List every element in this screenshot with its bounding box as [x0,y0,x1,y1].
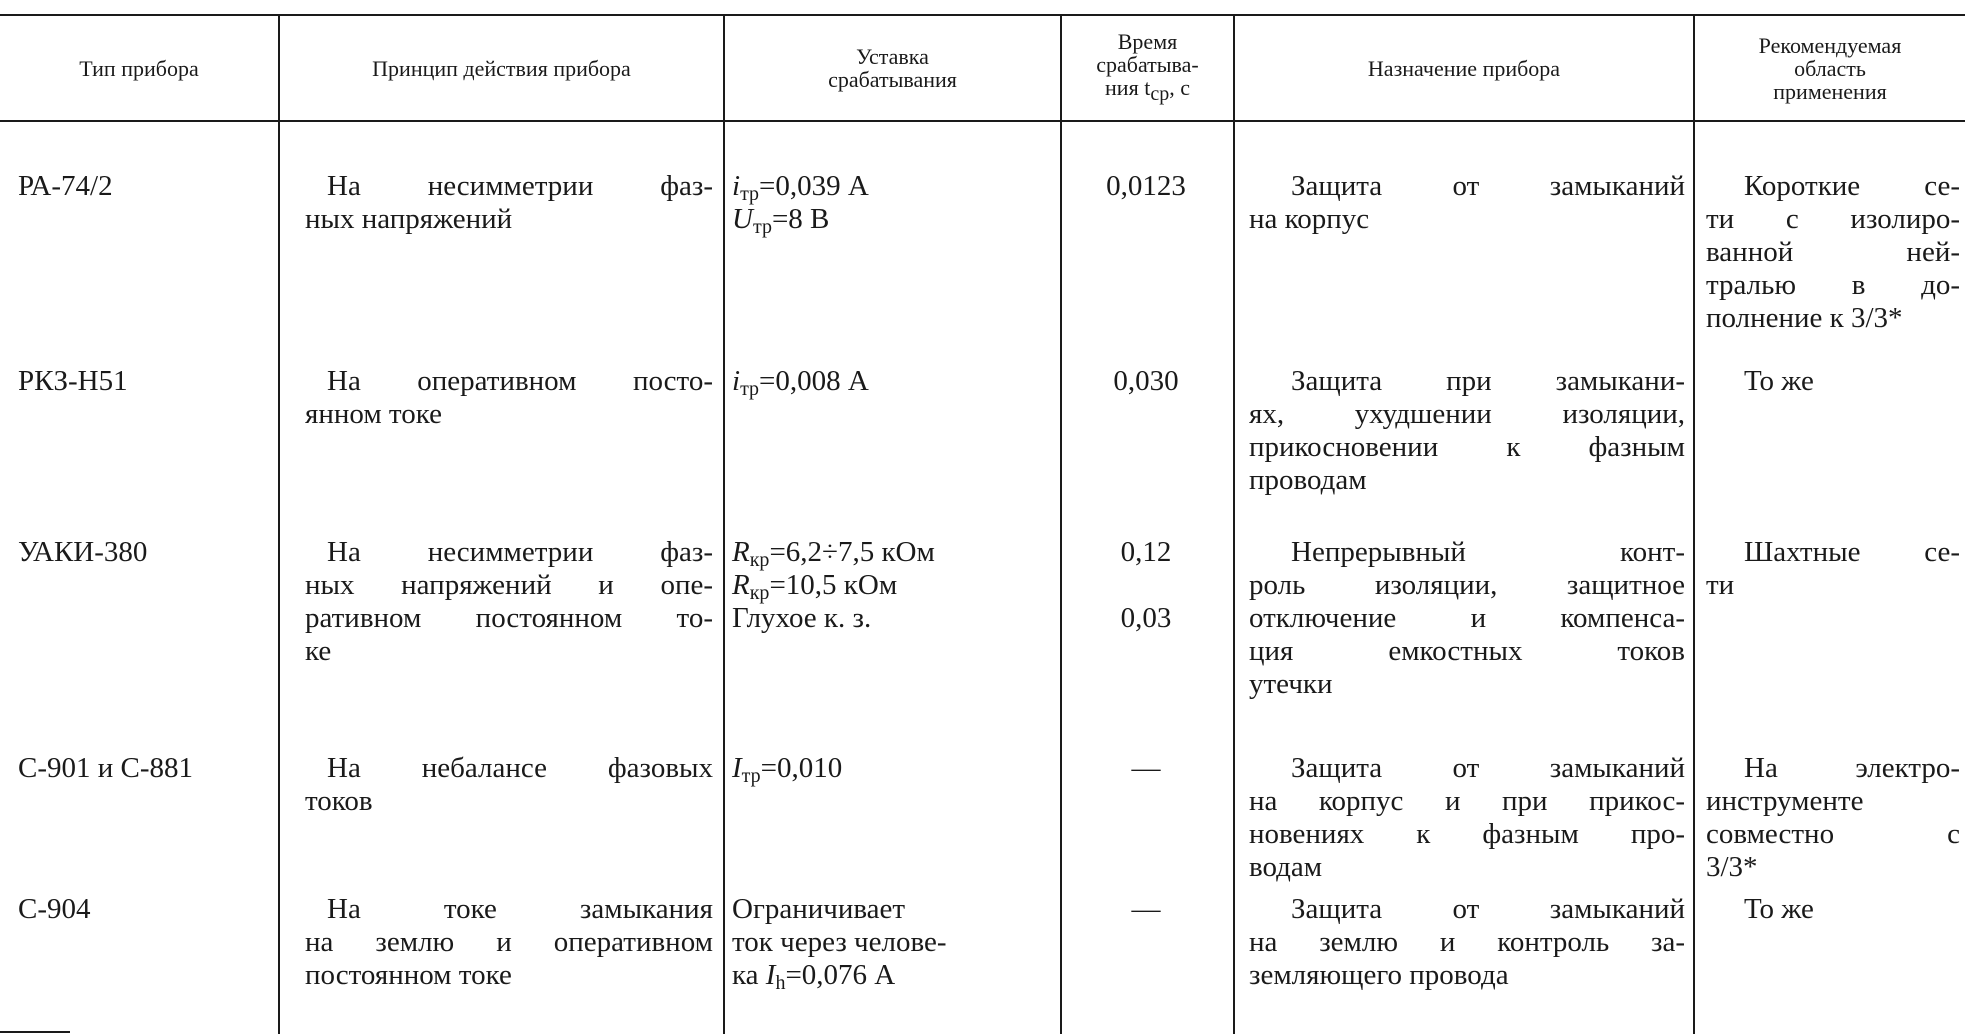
cell-principle-line: ке [305,635,332,667]
setting-subscript: тр [740,183,760,205]
cell-area-line: ти [1706,569,1735,601]
cell-area-line: Шахтные се- [1744,536,1960,568]
setting-symbol: R [732,569,750,601]
setting-value: =8 В [771,203,830,235]
cell-principle-line: постоянном токе [305,959,512,991]
header-principle [280,16,723,120]
cell-principle-line: На небалансе фазовых [327,752,713,784]
setting-symbol: I [732,752,742,784]
setting-value: Глухое к. з. [732,602,872,634]
header-time-line-1: Время [1117,29,1178,54]
cell-setting-line [732,893,905,926]
cell-principle-line: ных напряжений и опе- [305,569,713,601]
cell-area-line: Короткие се- [1744,170,1960,202]
header-purpose-label: Назначение прибора [1367,55,1561,81]
setting-symbol: R [732,536,750,568]
cell-setting-line [732,602,871,635]
cell-purpose-line: Защита от замыканий [1291,170,1685,202]
cell-purpose-line: новениях к фазным про- [1249,818,1685,850]
header-area-line-1: Рекомендуемая [1758,32,1902,58]
cell-area-line: тралью в до- [1706,269,1960,301]
header-rule [0,120,1965,122]
cell-time: 0,03 [1120,602,1172,634]
cell-principle-line: На токе замыкания [327,893,713,925]
setting-symbol: i [732,170,741,202]
header-setting-line-2: срабатывания [828,67,957,92]
cell-type: РА-74/2 [18,170,113,202]
setting-subscript: кр [749,582,770,604]
cell-purpose-line: на корпус [1249,203,1370,235]
cell-purpose-line: роль изоляции, защитное [1249,569,1685,601]
cell-purpose-line: утечки [1249,668,1333,700]
column-divider-4 [1233,14,1235,1034]
cell-principle-line: На несимметрии фаз- [327,170,713,202]
cell-purpose-line: прикосновении к фазным [1249,431,1685,463]
header-principle-label: Принцип действия прибора [372,55,631,81]
setting-subscript: тр [740,378,760,400]
cell-purpose-line: ях, ухудшении изоляции, [1249,398,1685,430]
column-divider-3 [1060,14,1062,1034]
setting-value: =10,5 кОм [769,569,898,601]
cell-type: РКЗ-Н51 [18,365,128,397]
header-area [1695,16,1965,120]
setting-value: =6,2÷7,5 кОм [769,536,935,568]
header-type [0,16,278,120]
cell-purpose-line: Защита от замыканий [1291,893,1685,925]
cell-purpose-line: ция емкостных токов [1249,635,1685,667]
setting-subscript: h [775,972,786,994]
cell-setting-line [732,752,842,793]
bottom-short-rule [0,1031,70,1033]
header-purpose [1235,16,1693,120]
cell-area-line: То же [1744,893,1814,925]
cell-time: 0,12 [1120,536,1172,568]
cell-principle-line: На оперативном посто- [327,365,713,397]
cell-area-line: совместно с [1706,818,1960,850]
cell-setting-line [732,365,869,406]
setting-subscript: тр [741,765,761,787]
setting-symbol: I [765,959,776,991]
cell-purpose-line: земляющего провода [1249,959,1509,991]
cell-principle-line: янном токе [305,398,442,430]
column-divider-1b [278,134,280,1034]
header-time-line-3: ния tср, с [1105,75,1190,105]
cell-area-line: На электро- [1744,752,1960,784]
header-area-line-2: область [1794,55,1866,81]
cell-type: С-904 [18,893,91,925]
cell-time: — [1131,893,1161,925]
cell-time: 0,030 [1113,365,1179,397]
cell-setting-line [732,203,829,244]
cell-purpose-line: на землю и контроль за- [1249,926,1685,958]
cell-area-line: полнение к 3/3* [1706,302,1903,334]
cell-principle-line: ративном постоянном то- [305,602,713,634]
setting-subscript: тр [752,216,772,238]
header-type-label: Тип прибора [79,55,199,81]
cell-setting-line [732,926,947,959]
cell-purpose-line: Защита при замыкани- [1291,365,1685,397]
setting-value: =0,039 А [759,170,869,202]
cell-time: 0,0123 [1106,170,1186,202]
setting-value: =0,010 [760,752,843,784]
cell-setting-line [732,959,895,1000]
cell-purpose-line: Защита от замыканий [1291,752,1685,784]
setting-value: ка [732,959,766,991]
setting-symbol: i [732,365,741,397]
header-area-line-3: применения [1773,78,1887,104]
cell-principle-line: токов [305,785,373,817]
cell-type: УАКИ-380 [18,536,148,568]
cell-purpose-line: Непрерывный конт- [1291,536,1685,568]
header-setting-line-1: Уставка [856,44,929,69]
cell-time: — [1131,752,1161,784]
setting-subscript: кр [749,549,770,571]
header-time-line-2: срабатыва- [1096,52,1199,77]
setting-value: ток через челове- [732,926,947,958]
cell-principle-line: на землю и оперативном [305,926,713,958]
setting-value: =0,008 А [759,365,869,397]
column-divider-2 [723,14,725,1034]
setting-symbol: U [732,203,753,235]
cell-principle-line: ных напряжений [305,203,513,235]
setting-value: =0,076 А [785,959,896,991]
cell-area-line: ванной ней- [1706,236,1960,268]
cell-purpose-line: отключение и компенса- [1249,602,1685,634]
setting-value: Ограничивает [732,893,906,925]
cell-purpose-line: на корпус и при прикос- [1249,785,1685,817]
cell-area-line: То же [1744,365,1814,397]
cell-area-line: инструменте [1706,785,1864,817]
cell-type: С-901 и С-881 [18,752,194,784]
header-setting [725,16,1060,120]
cell-purpose-line: водам [1249,851,1323,883]
cell-area-line: ти с изолиро- [1706,203,1960,235]
cell-principle-line: На несимметрии фаз- [327,536,713,568]
header-time [1062,16,1233,120]
cell-area-line: 3/3* [1706,851,1758,883]
cell-purpose-line: проводам [1249,464,1367,496]
column-divider-5 [1693,14,1695,1034]
